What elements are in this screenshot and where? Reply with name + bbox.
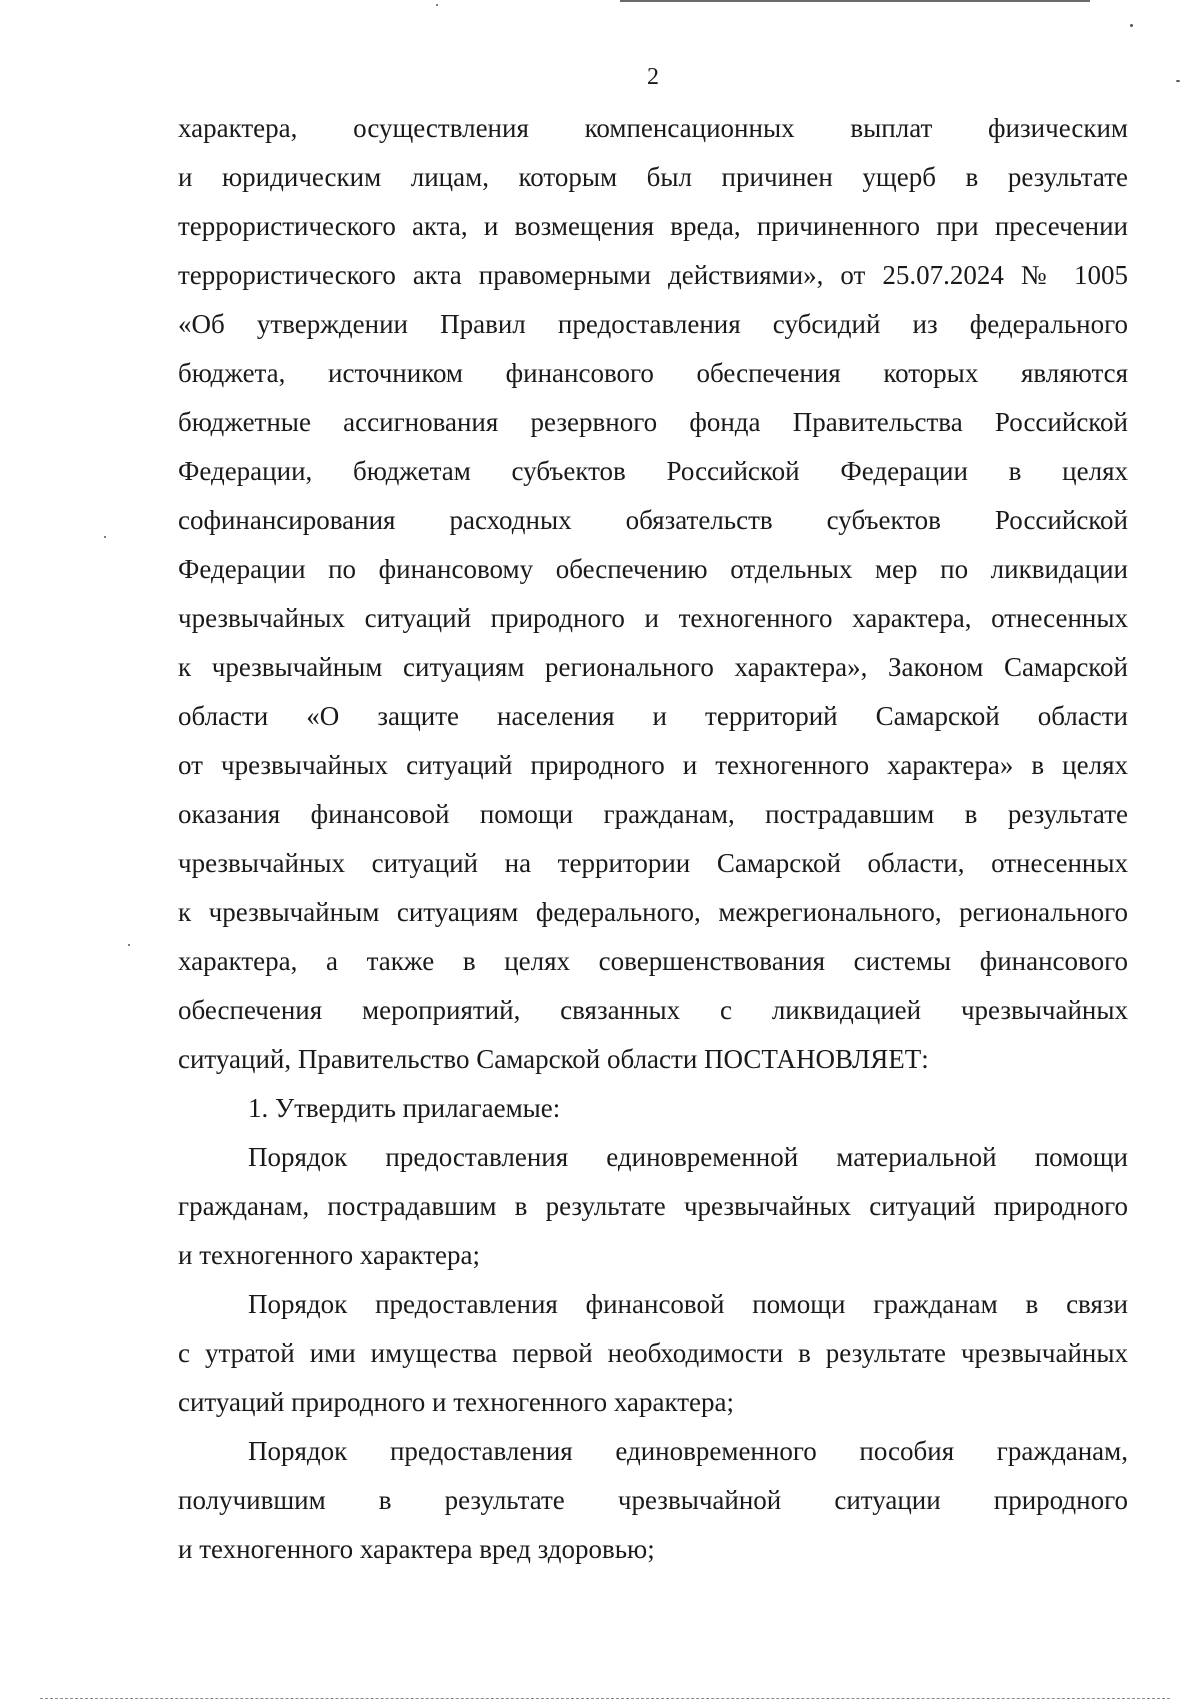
text-line: софинансирования расходных обязательств субъектов Российской [178,505,1128,535]
text-line: с утратой ими имущества первой необходимости в результате чрезвычайных [178,1338,1128,1368]
text-line: к чрезвычайным ситуациям регионального характера», Законом Самарской [178,652,1128,682]
text-line: Федерации, бюджетам субъектов Российской Федерации в целях [178,456,1128,486]
scan-top-edge [620,0,1090,2]
text-line: ситуаций, Правительство Самарской области ПОСТАНОВЛЯЕТ: [178,1044,929,1074]
scan-bottom-edge [40,1698,1170,1699]
scan-speck [104,536,106,538]
text-line: от чрезвычайных ситуаций природного и техногенного характера» в целях [178,750,1128,780]
text-line: террористического акта правомерными действиями», от 25.07.2024 № 1005 [178,260,1128,290]
scan-speck [436,4,438,6]
text-line: 1. Утвердить прилагаемые: [248,1093,561,1123]
text-line: и техногенного характера; [178,1240,480,1270]
text-line: чрезвычайных ситуаций на территории Самарской области, отнесенных [178,848,1128,878]
document-body [178,104,1128,1574]
text-line: «Об утверждении Правил предоставления субсидий из федерального [178,309,1128,339]
text-line: гражданам, пострадавшим в результате чрезвычайных ситуаций природного [178,1191,1128,1221]
scan-speck [128,944,130,946]
text-line: характера, осуществления компенсационных выплат физическим [178,113,1128,143]
page-number: 2 [647,64,659,90]
text-line: Порядок предоставления единовременной материальной помощи [248,1142,1128,1172]
text-line: Порядок предоставления единовременного пособия гражданам, [248,1436,1128,1466]
scan-speck [1130,24,1133,27]
text-line: Порядок предоставления финансовой помощи гражданам в связи [248,1289,1128,1319]
text-line: бюджетные ассигнования резервного фонда Правительства Российской [178,407,1128,437]
text-line: чрезвычайных ситуаций природного и техногенного характера, отнесенных [178,603,1128,633]
text-line: области «О защите населения и территорий Самарской области [178,701,1128,731]
text-line: обеспечения мероприятий, связанных с ликвидацией чрезвычайных [178,995,1128,1025]
text-line: Федерации по финансовому обеспечению отдельных мер по ликвидации [178,554,1128,584]
text-line: бюджета, источником финансового обеспечения которых являются [178,358,1128,388]
text-line: и юридическим лицам, которым был причинен ущерб в результате [178,162,1128,192]
text-line: к чрезвычайным ситуациям федерального, межрегионального, регионального [178,897,1128,927]
text-line: характера, а также в целях совершенствования системы финансового [178,946,1128,976]
text-line: оказания финансовой помощи гражданам, пострадавшим в результате [178,799,1128,829]
text-line: ситуаций природного и техногенного характера; [178,1387,735,1417]
text-line: террористического акта, и возмещения вреда, причиненного при пресечении [178,211,1128,241]
text-line: и техногенного характера вред здоровью; [178,1534,655,1564]
text-line: получившим в результате чрезвычайной ситуации природного [178,1485,1128,1515]
